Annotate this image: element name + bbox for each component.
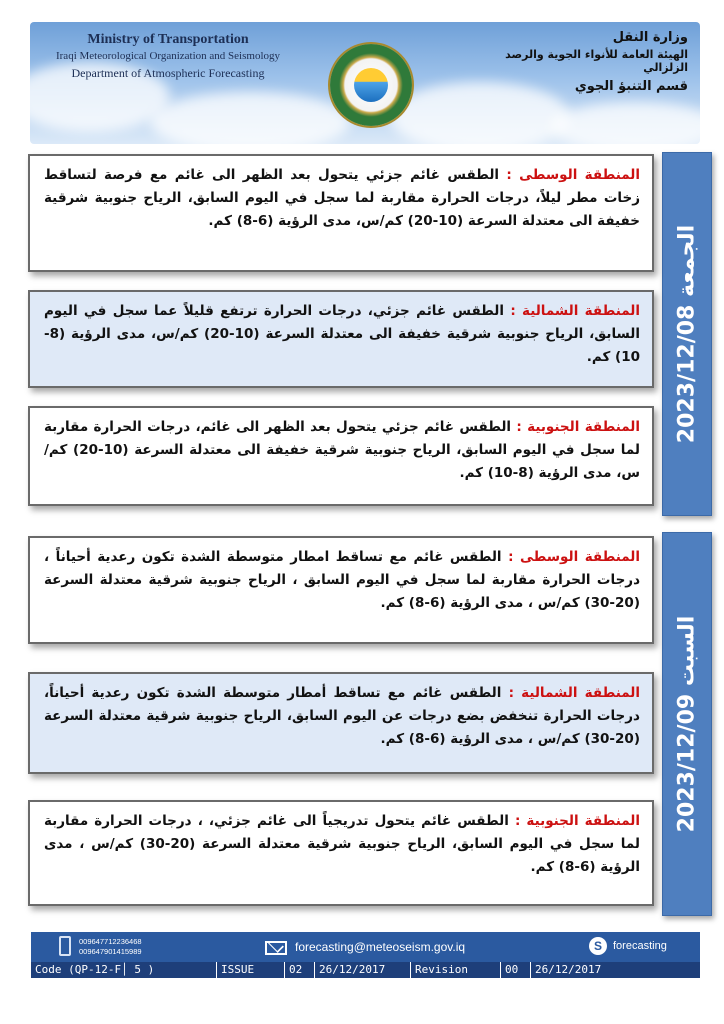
- department-name-ar: قسم التنبؤ الجوي: [574, 79, 688, 94]
- ministry-name-en: Ministry of Transportation: [87, 32, 249, 47]
- issue-date: 26/12/2017: [315, 962, 411, 978]
- organization-name-en: Iraqi Meteorological Organization and Seismology: [55, 50, 281, 62]
- skype-icon: S: [589, 937, 607, 955]
- contact-footer: [31, 932, 700, 962]
- day-1-date-sidebar: [662, 152, 712, 516]
- day-2-weekday: السبت: [674, 615, 700, 687]
- phone-icon: [59, 936, 71, 956]
- day-1-date-label: [675, 225, 700, 443]
- region-label: المنطقة الشمالية :: [510, 303, 640, 319]
- forecast-day1-north: [28, 290, 654, 388]
- day-2-date: 2023/12/09: [674, 693, 700, 833]
- phone-number-1: 009647712236468: [79, 937, 142, 946]
- organization-seal-logo: [330, 44, 412, 126]
- skype-handle[interactable]: forecasting: [613, 940, 667, 952]
- region-label: المنطقة الوسطى :: [506, 167, 640, 183]
- forecast-day2-central: [28, 536, 654, 644]
- day-2-date-sidebar: [662, 532, 712, 916]
- region-label: المنطقة الجنوبية :: [514, 813, 640, 829]
- document-control-row: [31, 962, 700, 978]
- region-label: المنطقة الوسطى :: [508, 549, 641, 565]
- forecast-text: الطقس غائم مع تساقط امطار متوسطة الشدة تكون رعدية أحياناً ، درجات الحرارة مقاربة لما سجل في اليوم السابق ، الرياح جنوبية شرقية معتدلة السرعة (20-30) كم/س ، مدى الرؤية (6-8) كم.: [44, 549, 640, 611]
- forecast-text: الطقس غائم جزئي يتحول بعد الظهر الى غائم، درجات الحرارة مقاربة لما سجل في اليوم السابق، الرياح جنوبية شرقية خفيفة الى معتدلة السرعة (10-20) كم/س، مدى الرؤية (8-10) كم.: [44, 419, 641, 481]
- forecast-day1-central: [28, 154, 654, 272]
- forecast-text: الطقس غائم مع تساقط أمطار متوسطة الشدة تكون رعدية أحياناً، درجات الحرارة تنخفض بضع درجات عن اليوم السابق، الرياح جنوبية شرقية معتدلة السرعة (20-30) كم/س ، مدى الرؤية (6-8) كم.: [44, 685, 640, 747]
- forecast-day2-north: [28, 672, 654, 774]
- email-icon: [265, 941, 287, 955]
- organization-name-ar: الهيئة العامة للأنواء الجوية والرصد الزلزالي: [505, 48, 688, 74]
- phone-numbers: [79, 937, 142, 957]
- ministry-name-ar: وزارة النقل: [612, 30, 688, 45]
- sun-cloud-emblem-icon: [354, 68, 388, 102]
- day-1-date: 2023/12/08: [674, 304, 700, 444]
- forecast-day1-south: [28, 406, 654, 506]
- header-banner: [30, 22, 700, 144]
- day-1-weekday: الجمعة: [674, 224, 700, 297]
- header-arabic: [468, 30, 688, 94]
- issue-label: ISSUE: [217, 962, 285, 978]
- revision-number: 00: [501, 962, 531, 978]
- issue-number: 02: [285, 962, 315, 978]
- day-2-date-label: [675, 616, 700, 833]
- forecast-day2-south: [28, 800, 654, 906]
- forecast-text: الطقس غائم يتحول تدريجياً الى غائم جزئي، ، درجات الحرارة مقاربة لما سجل في اليوم السابق، الرياح جنوبية شرقية معتدلة السرعة (20-30) كم/س ، مدى الرؤية (6-8) كم.: [44, 813, 640, 875]
- region-label: المنطقة الجنوبية :: [516, 419, 641, 435]
- phone-number-2: 009647901415989: [79, 947, 142, 956]
- document-code: Code (QP-12-F│ 5 ): [31, 962, 217, 978]
- region-label: المنطقة الشمالية :: [508, 685, 640, 701]
- department-name-en: Department of Atmospheric Forecasting: [71, 66, 265, 80]
- revision-date: 26/12/2017: [535, 963, 602, 976]
- email-address[interactable]: forecasting@meteoseism.gov.iq: [295, 940, 466, 954]
- header-english: [38, 32, 298, 81]
- forecast-text: الطقس غائم جزئي، درجات الحرارة ترتفع قليلاً عما سجل في اليوم السابق، الرياح جنوبية شرقية خفيفة الى معتدلة السرعة (10-20) كم/س، مدى الرؤية (8-10) كم.: [44, 303, 640, 365]
- revision-label: Revision: [411, 962, 501, 978]
- forecast-text: الطقس غائم جزئي يتحول بعد الظهر الى غائم مع فرصة لتساقط زخات مطر ليلاً، درجات الحرارة مقاربة لما سجل في اليوم السابق، الرياح جنوبية شرقية خفيفة الى معتدلة السرعة (10-20) كم/س، مدى الرؤية (6-8) كم.: [44, 167, 640, 229]
